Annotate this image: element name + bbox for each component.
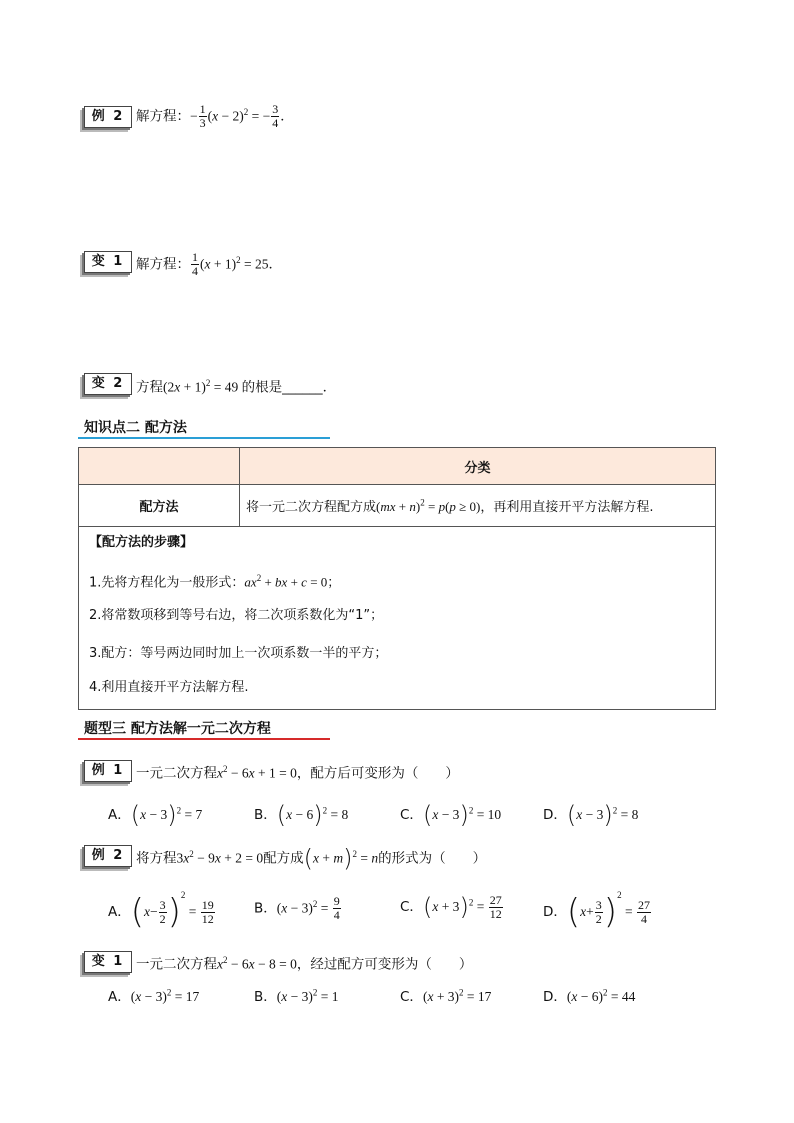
steps-title: 【配方法的步骤】 — [89, 535, 194, 550]
option-b[interactable]: B．$(x - 3)^2 = 1$ — [254, 987, 339, 1005]
option-a[interactable]: A．$(x - 3)^2 = 7$ — [108, 801, 203, 829]
section-underline — [78, 738, 330, 740]
table-row-label: 配方法 — [79, 485, 240, 527]
steps-cell — [79, 527, 716, 710]
option-b[interactable]: B．$(x - 3)^2$ = $\frac{9}{4}$ — [254, 894, 340, 922]
table-row-text: 将一元二次方程配方成(mx + n)$^2$ = p(p ≥ 0)，再利用直接开平方法解方程. — [240, 485, 716, 527]
option-c[interactable]: C．$(x + 3)^2 = 17$ — [400, 987, 492, 1005]
example-tag: 例 2 — [84, 106, 132, 128]
step-item: 3.配方：等号两边同时加上一次项系数一半的平方； — [89, 646, 388, 661]
example-tag: 例 2 — [84, 845, 132, 867]
question-var2: 方程$(2x + 1)^2 = 49$ 的根是______． — [136, 378, 337, 396]
step-item: 1.先将方程化为一般形式：$ax^2$ + bx + c = 0； — [89, 573, 341, 591]
question-var1: 解方程： $\frac{1}{4}$ $(x + 1)^2 = 25$． — [136, 250, 282, 278]
section-title: 知识点二 配方法 — [84, 420, 187, 436]
step-item: 4.利用直接开平方法解方程. — [89, 680, 249, 695]
option-b[interactable]: B．$(x - 6)^2 = 8$ — [254, 801, 349, 829]
table-header: 分类 — [240, 448, 716, 485]
example-tag: 例 1 — [84, 760, 132, 782]
question-ex2-b: 将方程$3x^2 - 9x + 2 = 0$配方成$(x + m)^2 = n$的形式为（ ） — [136, 844, 487, 873]
section-title: 题型三 配方法解一元二次方程 — [84, 721, 271, 737]
step-item: 2.将常数项移到等号右边，将二次项系数化为“1”； — [89, 608, 384, 623]
variant-tag: 变 2 — [84, 373, 132, 395]
option-a[interactable]: A．(x− $\frac{3}{2}$ )$^2$ = $\frac{19}{12}$ — [108, 890, 214, 932]
option-d[interactable]: D．$(x - 6)^2 = 44$ — [543, 987, 636, 1005]
option-a[interactable]: A．$(x - 3)^2 = 17$ — [108, 987, 200, 1005]
variant-tag: 变 1 — [84, 251, 132, 273]
question-ex2: 解方程：− $\frac{1}{3}$ $(x - 2)^2$ = − $\frac{3}{4}$ ． — [136, 102, 294, 130]
method-table — [78, 447, 716, 710]
option-c[interactable]: C．$(x - 3)^2 = 10$ — [400, 801, 502, 829]
variant-tag: 变 1 — [84, 951, 132, 973]
option-d[interactable]: D．(x+ $\frac{3}{2}$ )$^2$ = $\frac{27}{4}$ — [543, 890, 650, 932]
question-ex1: 一元二次方程$x^2 - 6x + 1 = 0$，配方后可变形为（ ） — [136, 764, 459, 782]
section-underline — [78, 437, 330, 439]
option-c[interactable]: C．$(x + 3)^2$ = $\frac{27}{12}$ — [400, 892, 502, 921]
question-var1-b: 一元二次方程$x^2 - 6x - 8 = 0$，经过配方可变形为（ ） — [136, 955, 473, 973]
option-d[interactable]: D．$(x - 3)^2 = 8$ — [543, 801, 639, 829]
